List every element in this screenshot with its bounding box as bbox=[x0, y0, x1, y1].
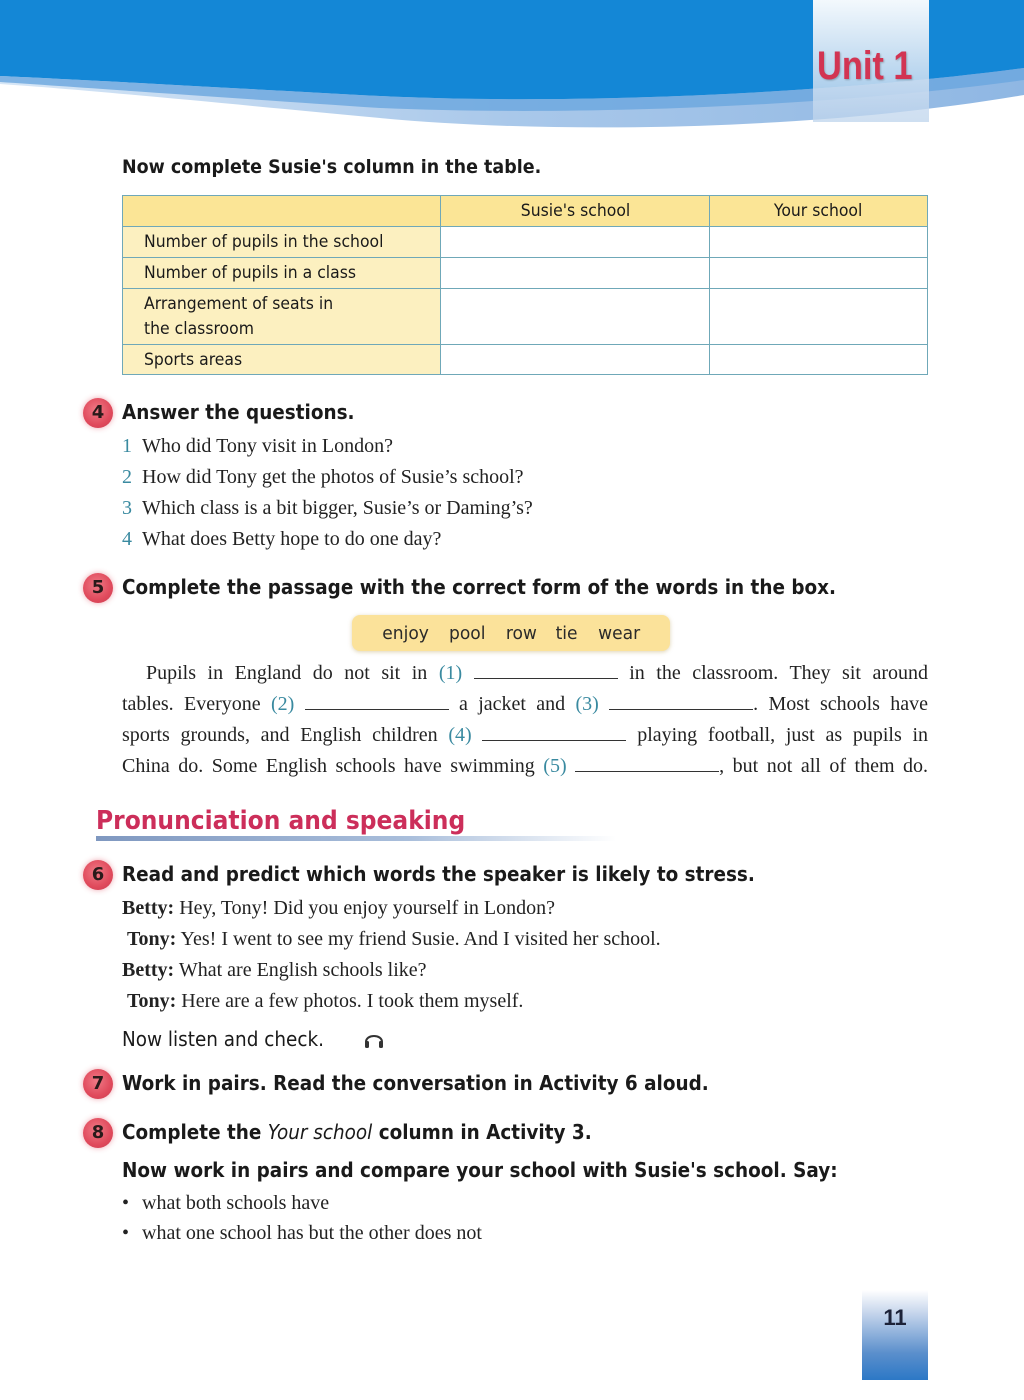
table-header-your-school: Your school bbox=[710, 196, 928, 227]
activity-8-badge: 8 bbox=[83, 1118, 113, 1148]
cloze-passage bbox=[122, 658, 928, 782]
word-wear: wear bbox=[597, 622, 640, 644]
dialogue-line: Tony: Here are a few photos. I took them myself. bbox=[127, 990, 524, 1012]
your-school-cell[interactable] bbox=[710, 258, 928, 289]
table-header-susies-school: Susie's school bbox=[441, 196, 710, 227]
susie-cell[interactable] bbox=[441, 345, 710, 375]
table-instruction: Now complete Susie's column in the table. bbox=[122, 156, 542, 178]
activity-5-heading: Complete the passage with the correct form of the words in the box. bbox=[122, 575, 837, 599]
page-number: 11 bbox=[883, 1305, 907, 1330]
table-header-row bbox=[123, 196, 928, 227]
your-school-cell[interactable] bbox=[710, 289, 928, 345]
blank-1[interactable] bbox=[474, 660, 618, 679]
activity-4-heading: Answer the questions. bbox=[122, 400, 355, 424]
word-box bbox=[352, 615, 670, 651]
speaker-name: Betty: bbox=[122, 959, 175, 981]
bullet-icon: • bbox=[122, 1192, 130, 1214]
question-item: 2 How did Tony get the photos of Susie’s school? bbox=[122, 466, 524, 488]
activity-7-badge: 7 bbox=[83, 1069, 113, 1099]
row-label: Number of pupils in the school bbox=[123, 227, 441, 258]
passage-line: China do. Some English schools have swimming (5) , but not all of them do. bbox=[122, 755, 929, 777]
unit-label: Unit 1 bbox=[817, 44, 913, 88]
row-label: Sports areas bbox=[123, 345, 441, 375]
activity-8-heading: Complete the Your school column in Activity 3. bbox=[122, 1120, 592, 1144]
activity-4-badge: 4 bbox=[83, 398, 113, 428]
activity-5-badge: 5 bbox=[83, 573, 113, 603]
speaker-name: Tony: bbox=[127, 928, 177, 950]
word-row: row bbox=[505, 622, 537, 644]
question-item: 3 Which class is a bit bigger, Susie’s or Daming’s? bbox=[122, 497, 533, 519]
bullet-item: • what both schools have bbox=[122, 1192, 330, 1214]
dialogue-line: Betty: Hey, Tony! Did you enjoy yourself in London? bbox=[122, 897, 555, 919]
word-pool: pool bbox=[449, 622, 486, 644]
table-row bbox=[123, 258, 928, 289]
susie-cell[interactable] bbox=[441, 258, 710, 289]
speaker-name: Betty: bbox=[122, 897, 175, 919]
headphones-icon[interactable] bbox=[362, 1027, 386, 1051]
table-row bbox=[123, 289, 928, 345]
section-title: Pronunciation and speaking bbox=[96, 806, 466, 836]
dialogue-line: Betty: What are English schools like? bbox=[122, 959, 427, 981]
activity-7-heading: Work in pairs. Read the conversation in Activity 6 aloud. bbox=[122, 1071, 709, 1095]
listen-instruction: Now listen and check. bbox=[122, 1027, 324, 1051]
dialogue-line: Tony: Yes! I went to see my friend Susie. And I visited her school. bbox=[127, 928, 661, 950]
activity-6-heading: Read and predict which words the speaker is likely to stress. bbox=[122, 862, 755, 886]
bullet-icon: • bbox=[122, 1222, 130, 1244]
activity-8-subheading: Now work in pairs and compare your school with Susie's school. Say: bbox=[122, 1158, 838, 1182]
word-tie: tie bbox=[556, 622, 579, 644]
blank-5[interactable] bbox=[575, 753, 719, 772]
table-header-empty bbox=[123, 196, 441, 227]
question-item: 1 Who did Tony visit in London? bbox=[122, 435, 393, 457]
passage-line: sports grounds, and English children (4) playing football, just as pupils in bbox=[122, 724, 929, 746]
table-row bbox=[123, 345, 928, 375]
blank-2[interactable] bbox=[305, 691, 449, 710]
bullet-item: • what one school has but the other does not bbox=[122, 1222, 482, 1244]
passage-line: Pupils in England do not sit in (1) in the classroom. They sit around bbox=[146, 662, 928, 684]
speaker-name: Tony: bbox=[127, 990, 177, 1012]
row-label: Number of pupils in a class bbox=[123, 258, 441, 289]
susie-cell[interactable] bbox=[441, 227, 710, 258]
comparison-table bbox=[122, 195, 928, 375]
question-item: 4 What does Betty hope to do one day? bbox=[122, 528, 442, 550]
blank-4[interactable] bbox=[482, 722, 626, 741]
row-label: Arrangement of seats in the classroom bbox=[123, 289, 441, 345]
blank-3[interactable] bbox=[609, 691, 753, 710]
susie-cell[interactable] bbox=[441, 289, 710, 345]
passage-line: tables. Everyone (2) a jacket and (3) . Most schools have bbox=[122, 693, 929, 715]
page-number-tab bbox=[862, 1290, 928, 1380]
section-title-underline bbox=[96, 836, 616, 841]
table-row bbox=[123, 227, 928, 258]
activity-6-badge: 6 bbox=[83, 860, 113, 890]
word-enjoy: enjoy bbox=[382, 622, 430, 644]
your-school-cell[interactable] bbox=[710, 227, 928, 258]
your-school-cell[interactable] bbox=[710, 345, 928, 375]
